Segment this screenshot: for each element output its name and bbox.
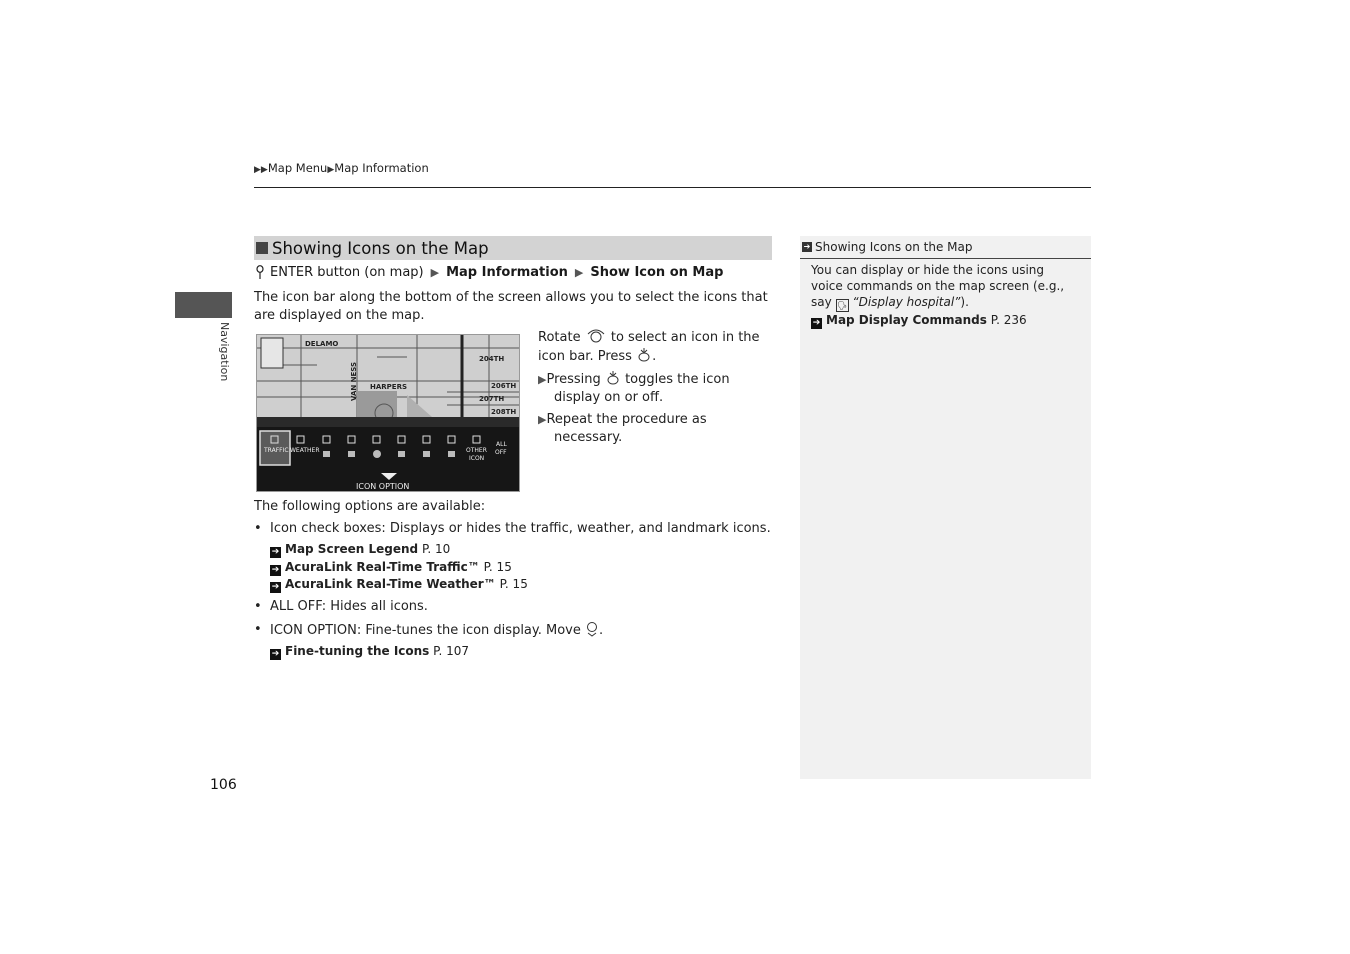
option-desc: : Displays or hides the traffic, weather, and landmark icons. [381,521,771,536]
step-arrow-icon: ▶ [538,373,547,386]
chapter-tab [175,292,232,318]
section-heading [254,236,772,260]
breadcrumb-arrows: ▶▶ [254,165,268,175]
procedure-steps [538,328,778,451]
interface-dial-move-down-icon [585,621,599,637]
chapter-tab-label: Navigation [218,322,231,382]
icon-label: TRAFFIC [264,447,289,454]
path-arrow-icon: ▶ [574,266,584,279]
street-label: 206TH [491,382,517,390]
list-item: • ALL OFF: Hides all icons. [254,598,428,614]
voice-command-example: “Display hospital” [852,295,961,309]
step-repeat [538,411,778,447]
breadcrumb [254,161,429,175]
xref-link[interactable] [270,541,774,559]
xref-link[interactable] [270,576,774,594]
xref-title[interactable]: Map Screen Legend [285,542,419,556]
street-label: HARPERS [370,383,408,391]
xref-title[interactable]: AcuraLink Real-Time Traffic™ [285,559,480,574]
icon-label: WEATHER [290,447,320,454]
options-list [254,520,774,660]
step-pressing-text: Pressing [546,372,601,387]
icon-option-label: ICON OPTION [356,482,410,491]
menu-path [254,265,723,280]
breadcrumb-item-map-menu[interactable]: Map Menu [267,161,328,175]
icon-label: ALL [496,441,507,448]
xref-page: P. 107 [433,643,470,658]
step-pressing-text-2: toggles the icon display on or off. [554,372,730,405]
option-term: Icon check boxes [270,521,382,536]
side-note-heading [800,236,1091,259]
side-note-text: You can display or hide the icons using voice commands on the map screen (e.g., say [811,263,1065,309]
interface-dial-press-icon [605,370,621,386]
section-title: Showing Icons on the Map [272,238,489,258]
xref-title[interactable]: AcuraLink Real-Time Weather™ [285,577,496,591]
option-term: ICON OPTION [270,622,357,638]
path-map-information: Map Information [446,265,568,280]
xref-page: P. 10 [421,542,451,556]
street-label: VAN NESS [350,361,358,401]
street-label: 208TH [491,408,517,416]
street-label: DELAMO [305,340,339,348]
side-note [800,236,1091,779]
page-number: 106 [210,777,237,793]
street-label: 204TH [479,355,505,363]
xref-title[interactable]: Fine-tuning the Icons [285,643,430,658]
xref-page: P. 236 [990,313,1027,327]
side-note-body [800,259,1091,329]
xref-page: P. 15 [499,577,528,591]
xref-link[interactable] [270,559,774,577]
options-intro: The following options are available: [254,499,486,514]
option-desc: : Fine-tunes the icon display. Move [356,622,581,638]
xref-link[interactable] [270,643,774,661]
xref-page: P. 15 [483,559,512,574]
interface-dial-press-icon [636,347,652,363]
step-arrow-icon: ▶ [538,413,547,426]
xref-arrow-icon: ➔ [271,582,280,592]
enter-button-text: ENTER button (on map) [270,265,424,280]
step-pressing [538,370,778,407]
breadcrumb-item-map-information[interactable]: Map Information [334,161,429,175]
intro-paragraph: The icon bar along the bottom of the screen allows you to select the icons that are displayed on the map. [254,290,768,323]
enter-button-icon [254,265,266,280]
xref-arrow-icon: ➔ [812,318,821,328]
xref-arrow-icon: ➔ [271,564,280,575]
icon-label: OTHER [466,447,487,454]
interface-dial-rotate-icon [585,328,607,344]
heading-square-icon [256,242,268,254]
breadcrumb-separator: ▶ [327,165,335,175]
list-item: • Icon check boxes: Displays or hides the traffic, weather, and landmark icons. [254,521,771,536]
xref-title[interactable]: Map Display Commands [826,313,987,327]
path-show-icon-on-map: Show Icon on Map [590,265,724,280]
path-arrow-icon: ▶ [430,266,440,279]
map-screen-illustration [256,334,520,492]
icon-label: ICON [469,455,485,462]
street-label: 207TH [479,395,505,403]
header-rule [254,187,1091,188]
icon-label: OFF [495,449,507,456]
option-term: ALL OFF [270,598,322,614]
step-rotate-text: Rotate [538,330,581,345]
xref-arrow-icon: ➔ [271,547,280,557]
xref-link[interactable] [811,312,1079,329]
note-arrow-icon: ➔ [803,242,811,251]
side-note-title: Showing Icons on the Map [815,240,973,254]
side-note-text-end: ). [960,295,969,309]
step-rotate: Rotate to select an icon in the icon bar. Press . [538,330,760,364]
option-desc: : Hides all icons. [321,598,428,614]
step-rotate-text-2: to select an icon in the icon bar. Press [538,330,760,364]
list-item: • ICON OPTION: Fine-tunes the icon display. Move . [254,621,604,638]
step-repeat-text: Repeat the procedure as necessary. [546,412,707,445]
talk-button-icon: 🗣 [836,301,848,310]
xref-arrow-icon: ➔ [271,648,280,659]
